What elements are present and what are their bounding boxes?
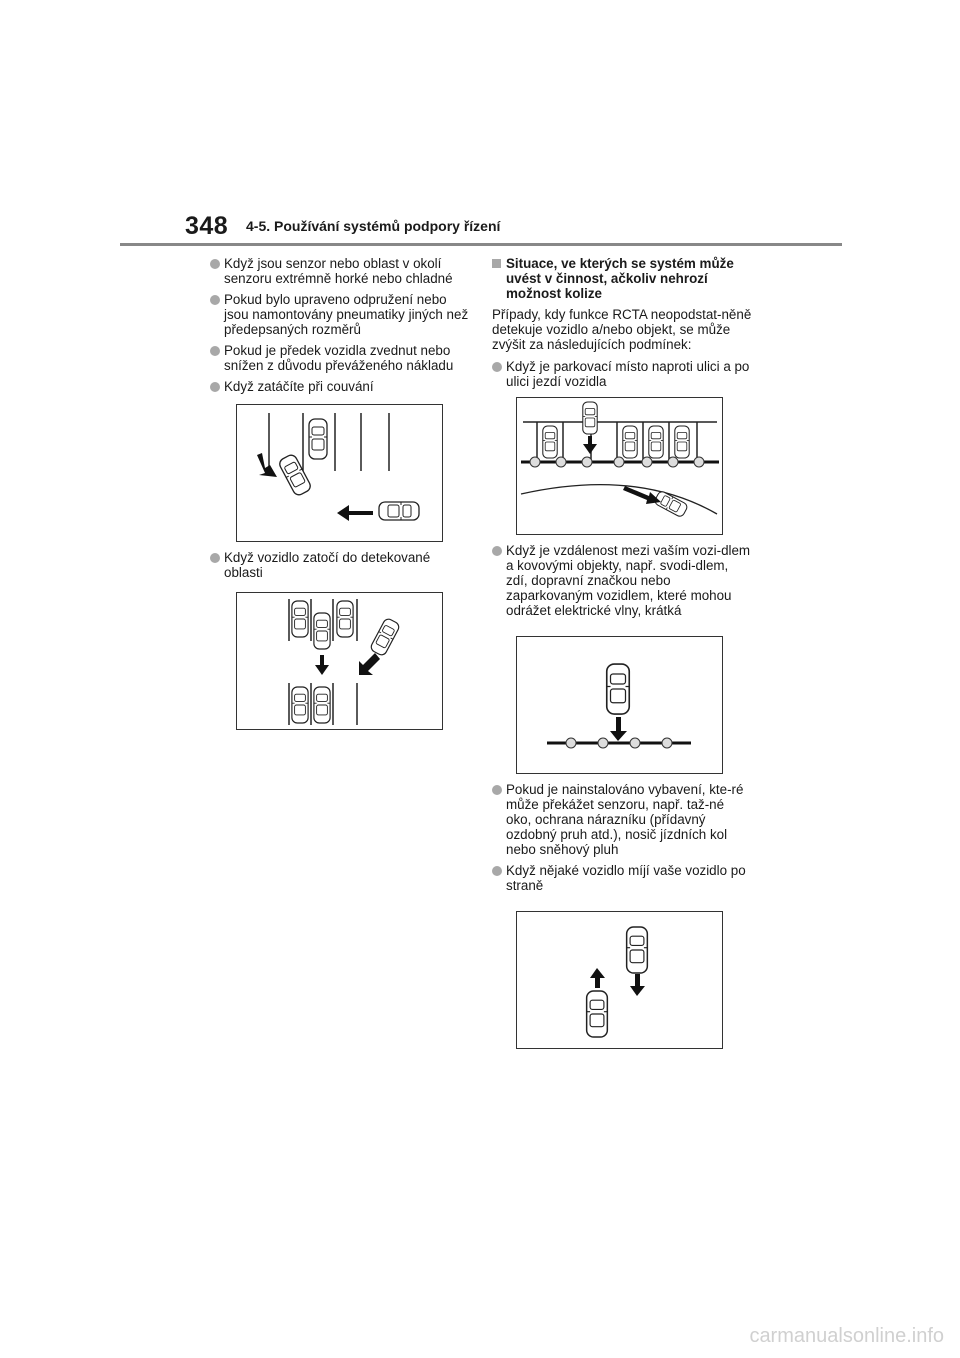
illustration-turning-while-reversing bbox=[236, 404, 443, 542]
bullet-icon bbox=[492, 866, 502, 876]
subheading: Situace, ve kterých se systém může uvést v činnost, ačkoliv nehrozí možnost kolize bbox=[492, 256, 752, 301]
page-number: 348 bbox=[185, 212, 229, 240]
bullet-icon bbox=[210, 295, 220, 305]
list-item: Pokud je nainstalováno vybavení, kte-ré může překážet senzoru, např. taž-né oko, ochrana nárazníku (přídavný ozdobný pruh atd.), nosič jízdních kol nebo sněhový pluh bbox=[492, 782, 752, 857]
list-item: Když jsou senzor nebo oblast v okolí senzoru extrémně horké nebo chladné bbox=[210, 256, 470, 286]
bullet-icon bbox=[210, 346, 220, 356]
square-bullet-icon bbox=[492, 259, 501, 268]
list-item: Když vozidlo zatočí do detekované oblasti bbox=[210, 550, 470, 580]
illustration-vehicle-passing-beside bbox=[516, 911, 723, 1049]
bullet-icon bbox=[492, 362, 502, 372]
bullet-icon bbox=[492, 546, 502, 556]
list-item: Když je vzdálenost mezi vaším vozi-dlem a kovovými objekty, např. svodi-dlem, zdí, dopravní značkou nebo zaparkovaným vozidlem, které mohou odrážet elektrické vlny, krátká bbox=[492, 543, 752, 618]
section-title: 4-5. Používání systémů podpory řízení bbox=[246, 218, 501, 234]
intro-paragraph: Případy, kdy funkce RCTA neopodstat-něně detekuje vozidlo a/nebo objekt, se může zvýšit za následujících podmínek: bbox=[492, 307, 752, 352]
bullet-icon bbox=[492, 785, 502, 795]
left-column bbox=[210, 256, 470, 738]
bullet-icon bbox=[210, 382, 220, 392]
right-column bbox=[492, 256, 752, 1049]
bullet-icon bbox=[210, 553, 220, 563]
header-rule bbox=[120, 243, 842, 246]
list-item: Když je parkovací místo naproti ulici a po ulici jezdí vozidla bbox=[492, 359, 752, 389]
list-item: Pokud bylo upraveno odpružení nebo jsou namontovány pneumatiky jiných než předepsaných rozměrů bbox=[210, 292, 470, 337]
illustration-metal-objects-close bbox=[516, 636, 723, 774]
watermark: carmanualsonline.info bbox=[749, 1325, 944, 1347]
list-item: Pokud je předek vozidla zvednut nebo snížen z důvodu převáženého nákladu bbox=[210, 343, 470, 373]
illustration-parking-across-street bbox=[516, 397, 723, 535]
list-item: Když nějaké vozidlo míjí vaše vozidlo po straně bbox=[492, 863, 752, 893]
list-item: Když zatáčíte při couvání bbox=[210, 379, 470, 394]
bullet-icon bbox=[210, 259, 220, 269]
illustration-vehicle-turning-into-area bbox=[236, 592, 443, 730]
